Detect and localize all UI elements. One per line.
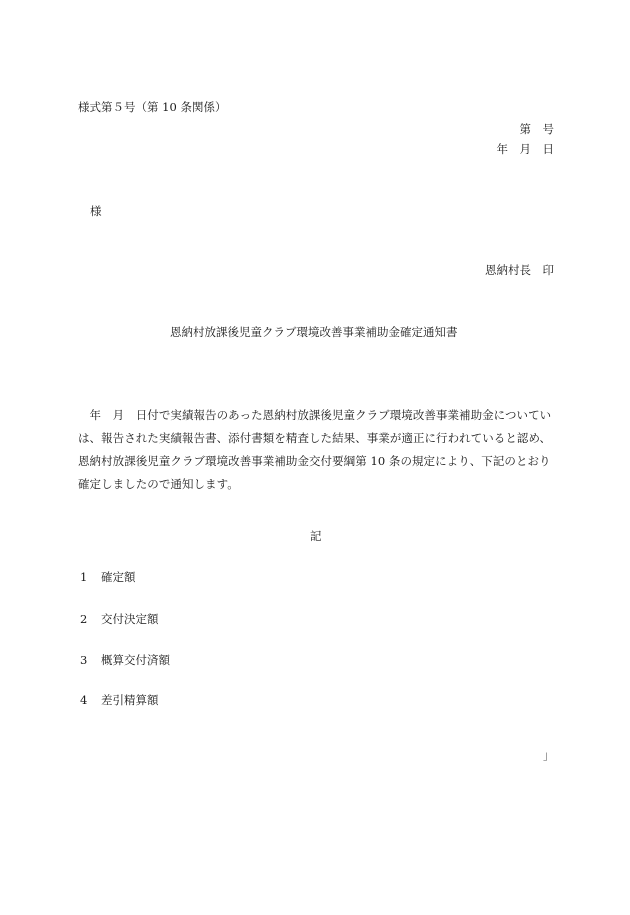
document-date: 年 月 日: [496, 142, 554, 156]
list-item: [80, 572, 136, 584]
document-title: 恩納村放課後児童クラブ環境改善事業補助金確定通知書: [170, 325, 458, 339]
item-number: 4: [80, 693, 88, 707]
closing-bracket: 」: [543, 748, 555, 762]
body-line: 確定しましたので通知します。: [78, 477, 239, 491]
addressee: 様: [90, 204, 102, 218]
item-label: 確定額: [101, 570, 136, 584]
item-number: 3: [80, 653, 88, 667]
item-label: 差引精算額: [101, 693, 159, 707]
item-label: 交付決定額: [101, 612, 159, 626]
list-item: [80, 614, 159, 626]
item-number: 1: [80, 570, 88, 584]
issuer: 恩納村長 印: [485, 263, 554, 277]
ki-label: 記: [310, 529, 322, 543]
list-item: [80, 655, 170, 667]
form-number: 様式第５号（第 10 条関係）: [78, 100, 227, 114]
body-paragraph: [78, 404, 556, 496]
document-number: 第 号: [519, 122, 554, 136]
item-label: 概算交付済額: [101, 653, 170, 667]
body-line: 年 月 日付で実績報告のあった恩納村放課後児童クラブ環境改善事業補助金についてい: [78, 408, 552, 422]
body-line: 恩納村放課後児童クラブ環境改善事業補助金交付要綱第 10 条の規定により、下記のとおり: [78, 454, 551, 468]
list-item: [80, 695, 159, 707]
item-number: 2: [80, 612, 88, 626]
body-line: は、報告された実績報告書、添付書類を精査した結果、事業が適正に行われていると認め、: [78, 431, 552, 445]
